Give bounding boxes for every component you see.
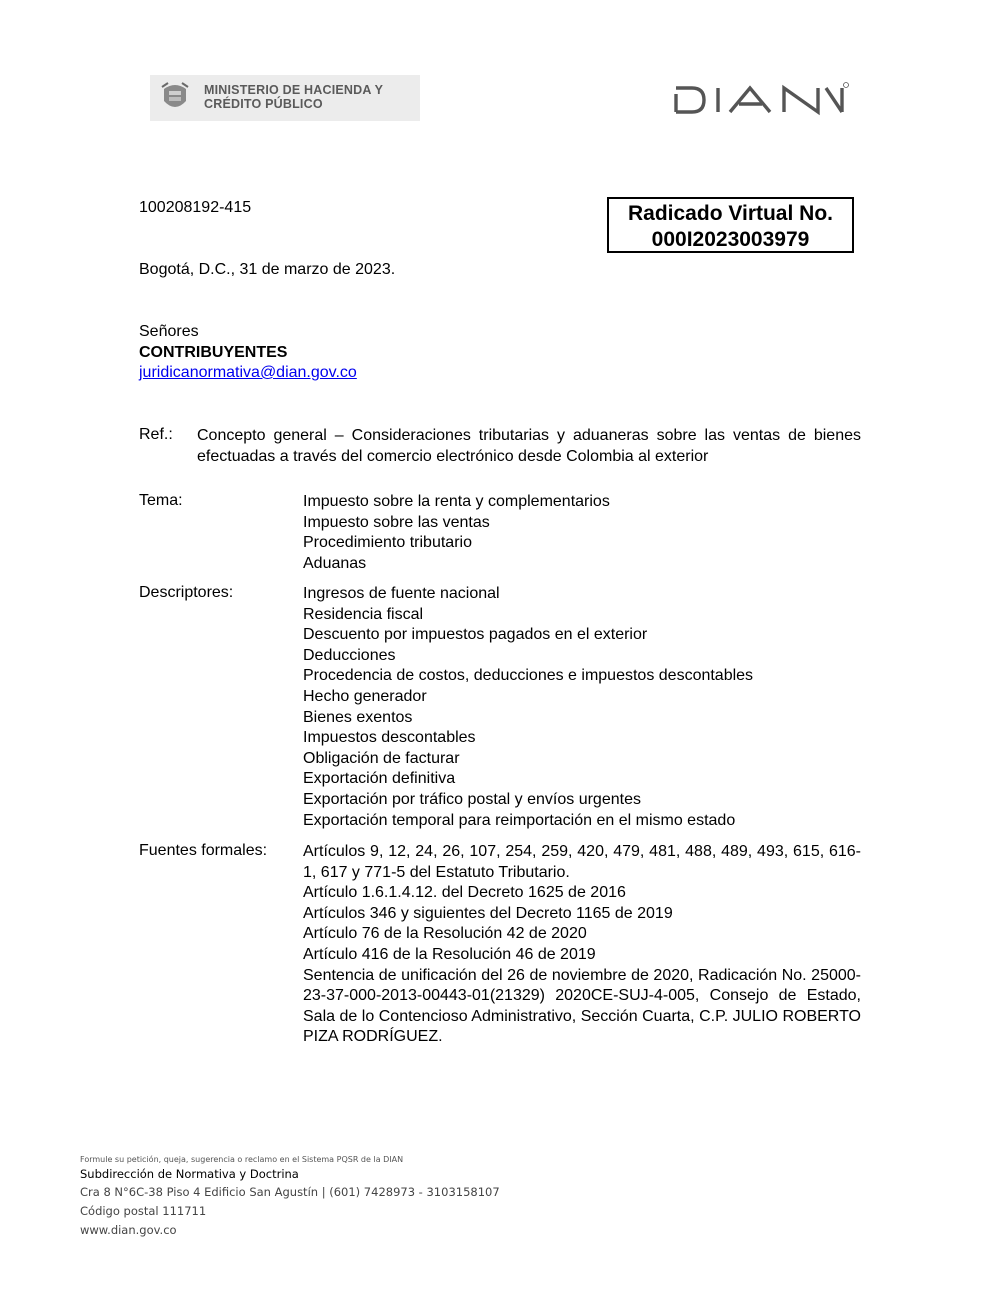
list-item: Bienes exentos xyxy=(303,708,413,726)
list-item: Exportación definitiva xyxy=(303,770,456,788)
document-date: Bogotá, D.C., 31 de marzo de 2023. xyxy=(139,261,396,278)
list-item: Exportación por tráfico postal y envíos urgentes xyxy=(303,790,641,808)
document-number: 100208192-415 xyxy=(139,199,252,216)
footer-postal: Código postal 111711 xyxy=(80,1204,207,1218)
list-item: Artículo 416 de la Resolución 46 de 2019 xyxy=(303,945,596,963)
list-item: Hecho generador xyxy=(303,687,427,705)
list-item: Artículos 346 y siguientes del Decreto 1165 de 2019 xyxy=(303,904,673,922)
radicado-title: Radicado Virtual No. xyxy=(628,202,833,225)
ministry-name: MINISTERIO DE HACIENDA Y CRÉDITO PÚBLICO xyxy=(204,83,384,111)
list-item: Procedencia de costos, deducciones e impuestos descontables xyxy=(303,667,754,685)
fuentes-list xyxy=(303,842,861,1048)
radicado-box xyxy=(607,197,854,253)
dian-logo xyxy=(674,80,854,120)
ref-text: Concepto general – Consideraciones tributarias y aduaneras sobre las ventas de bienes efectuadas a través del comercio electrónico desde Colombia al exterior xyxy=(197,427,861,465)
list-item: Artículos 9, 12, 24, 26, 107, 254, 259, 420, 479, 481, 488, 489, 493, 615, 616-1, 617 y 771-5 del Estatuto Tributario. xyxy=(303,843,861,881)
footer-office: Subdirección de Normativa y Doctrina xyxy=(80,1167,299,1181)
list-item: Deducciones xyxy=(303,646,396,664)
salutation: Señores xyxy=(139,323,199,340)
ministry-logo xyxy=(150,75,420,121)
tema-label: Tema: xyxy=(139,492,183,509)
list-item: Impuesto sobre la renta y complementarios xyxy=(303,493,610,510)
list-item: Exportación temporal para reimportación en el mismo estado xyxy=(303,811,736,829)
footer xyxy=(80,1154,500,1240)
descriptores-label: Descriptores: xyxy=(139,584,234,601)
list-item: Artículo 76 de la Resolución 42 de 2020 xyxy=(303,925,587,943)
list-item: Procedimiento tributario xyxy=(303,534,472,552)
list-item: Impuestos descontables xyxy=(303,729,476,747)
coat-of-arms-icon xyxy=(160,81,190,115)
list-item: Artículo 1.6.1.4.12. del Decreto 1625 de 2016 xyxy=(303,884,626,902)
footer-website: www.dian.gov.co xyxy=(80,1223,177,1237)
addressee-block xyxy=(139,322,357,384)
ref-label: Ref.: xyxy=(139,426,173,443)
list-item: Descuento por impuestos pagados en el exterior xyxy=(303,626,648,644)
tema-list xyxy=(303,492,861,574)
list-item: Impuesto sobre las ventas xyxy=(303,513,490,531)
descriptores-list xyxy=(303,584,861,831)
radicado-number: 000I2023003979 xyxy=(651,228,810,251)
list-item: Aduanas xyxy=(303,554,367,572)
footer-address: Cra 8 N°6C-38 Piso 4 Edificio San Agustín | (601) 7428973 - 3103158107 xyxy=(80,1185,500,1199)
fuentes-label: Fuentes formales: xyxy=(139,842,268,859)
addressee-name: CONTRIBUYENTES xyxy=(139,343,288,361)
list-item: Obligación de facturar xyxy=(303,749,460,767)
list-item: Residencia fiscal xyxy=(303,605,424,623)
email-link[interactable]: juridicanormativa@dian.gov.co xyxy=(139,364,357,381)
footer-note: Formule su petición, queja, sugerencia o reclamo en el Sistema PQSR de la DIAN xyxy=(80,1155,404,1164)
list-item: Ingresos de fuente nacional xyxy=(303,585,500,602)
list-item: Sentencia de unificación del 26 de noviembre de 2020, Radicación No. 25000-23-37-000-2013-00443-01(21329) 2020CE-SUJ-4-005, Consejo de Estado, Sala de lo Contencioso Administrativo, Sección Cuarta, C.P. JULIO ROBERTO PIZA RODRÍGUEZ. xyxy=(303,966,861,1046)
